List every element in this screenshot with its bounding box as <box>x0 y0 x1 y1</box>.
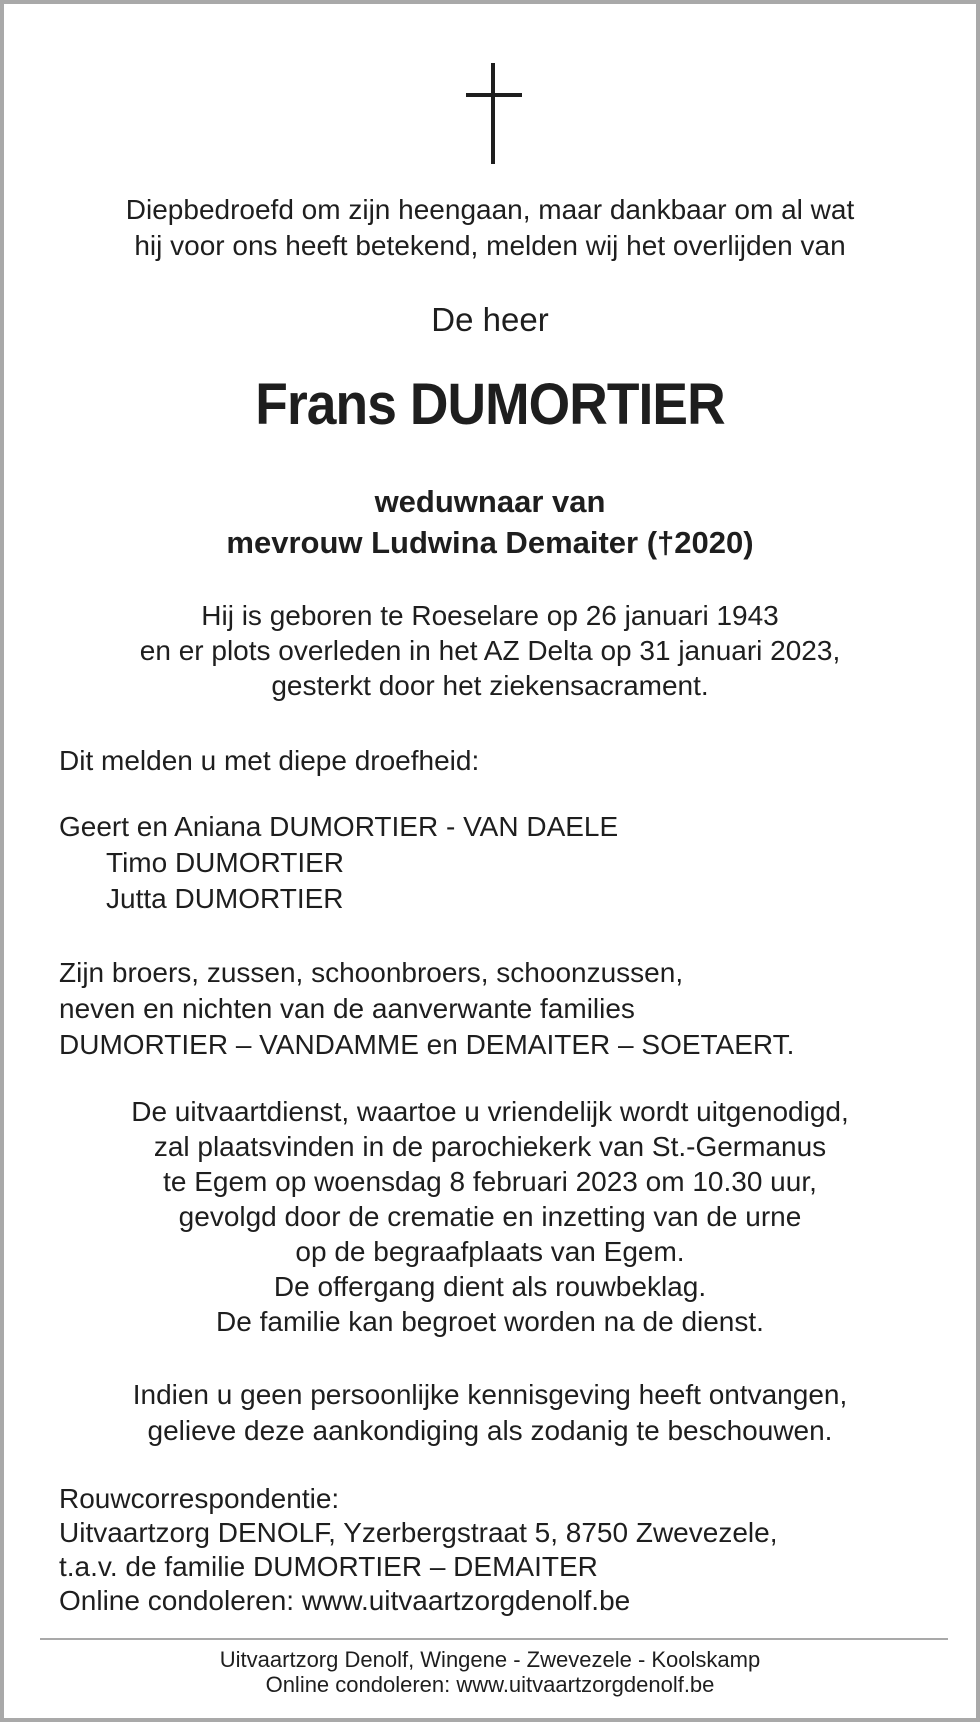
intro-text <box>4 192 976 264</box>
footer-company: Uitvaartzorg Denolf, Wingene - Zwevezele - Koolskamp <box>219 1647 761 1672</box>
service-line: De familie kan begroet worden na de dienst. <box>216 1306 764 1337</box>
relatives-line: Zijn broers, zussen, schoonbroers, schoonzussen, <box>59 957 684 988</box>
relatives-line: neven en nichten van de aanverwante families <box>59 993 635 1024</box>
relatives-line: DUMORTIER – VANDAMME en DEMAITER – SOETAERT. <box>59 1029 795 1060</box>
correspondence-online: Online condoleren: www.uitvaartzorgdenolf.be <box>59 1585 631 1616</box>
service-line: De offergang dient als rouwbeklag. <box>273 1271 707 1302</box>
sorrow-intro: Dit melden u met diepe droefheid: <box>59 745 480 776</box>
cross-icon <box>466 63 522 164</box>
intro-line: hij voor ons heeft betekend, melden wij het overlijden van <box>134 230 846 261</box>
service-line: gevolgd door de crematie en inzetting van de urne <box>178 1201 802 1232</box>
family-grandchild: Jutta DUMORTIER <box>106 883 344 914</box>
notice-line: Indien u geen persoonlijke kennisgeving heeft ontvangen, <box>132 1379 848 1410</box>
correspondence-attention: t.a.v. de familie DUMORTIER – DEMAITER <box>59 1551 598 1582</box>
death-line: en er plots overleden in het AZ Delta op 31 januari 2023, <box>139 635 841 666</box>
footer-divider <box>40 1638 948 1640</box>
funeral-service-details <box>4 1094 976 1339</box>
spouse-name: mevrouw Ludwina Demaiter (†2020) <box>226 525 754 560</box>
service-line: zal plaatsvinden in de parochiekerk van St.-Germanus <box>153 1131 827 1162</box>
widower-label: weduwnaar van <box>374 484 606 519</box>
footer-website: Online condoleren: www.uitvaartzorgdenolf.be <box>265 1672 715 1697</box>
notice-line: gelieve deze aankondiging als zodanig te beschouwen. <box>147 1415 833 1446</box>
service-line: De uitvaartdienst, waartoe u vriendelijk wordt uitgenodigd, <box>131 1096 849 1127</box>
intro-line: Diepbedroefd om zijn heengaan, maar dankbaar om al wat <box>125 194 855 225</box>
family-parents: Geert en Aniana DUMORTIER - VAN DAELE <box>59 811 619 842</box>
birth-death-details <box>4 598 976 703</box>
birth-line: Hij is geboren te Roeselare op 26 januari 1943 <box>201 600 779 631</box>
sacrament-line: gesterkt door het ziekensacrament. <box>271 670 709 701</box>
correspondence-heading: Rouwcorrespondentie: <box>59 1483 340 1514</box>
relatives-text <box>59 955 794 1063</box>
correspondence-block <box>59 1482 777 1618</box>
correspondence-address: Uitvaartzorg DENOLF, Yzerbergstraat 5, 8750 Zwevezele, <box>59 1517 778 1548</box>
widower-of <box>4 481 976 563</box>
salutation: De heer <box>431 301 549 338</box>
footer <box>4 1647 976 1697</box>
family-grandchild: Timo DUMORTIER <box>106 847 344 878</box>
deceased-name: Frans DUMORTIER <box>255 372 725 437</box>
service-line: op de begraafplaats van Egem. <box>295 1236 685 1267</box>
service-line: te Egem op woensdag 8 februari 2023 om 10.30 uur, <box>163 1166 817 1197</box>
notice-text <box>4 1377 976 1449</box>
family-list <box>59 809 618 917</box>
